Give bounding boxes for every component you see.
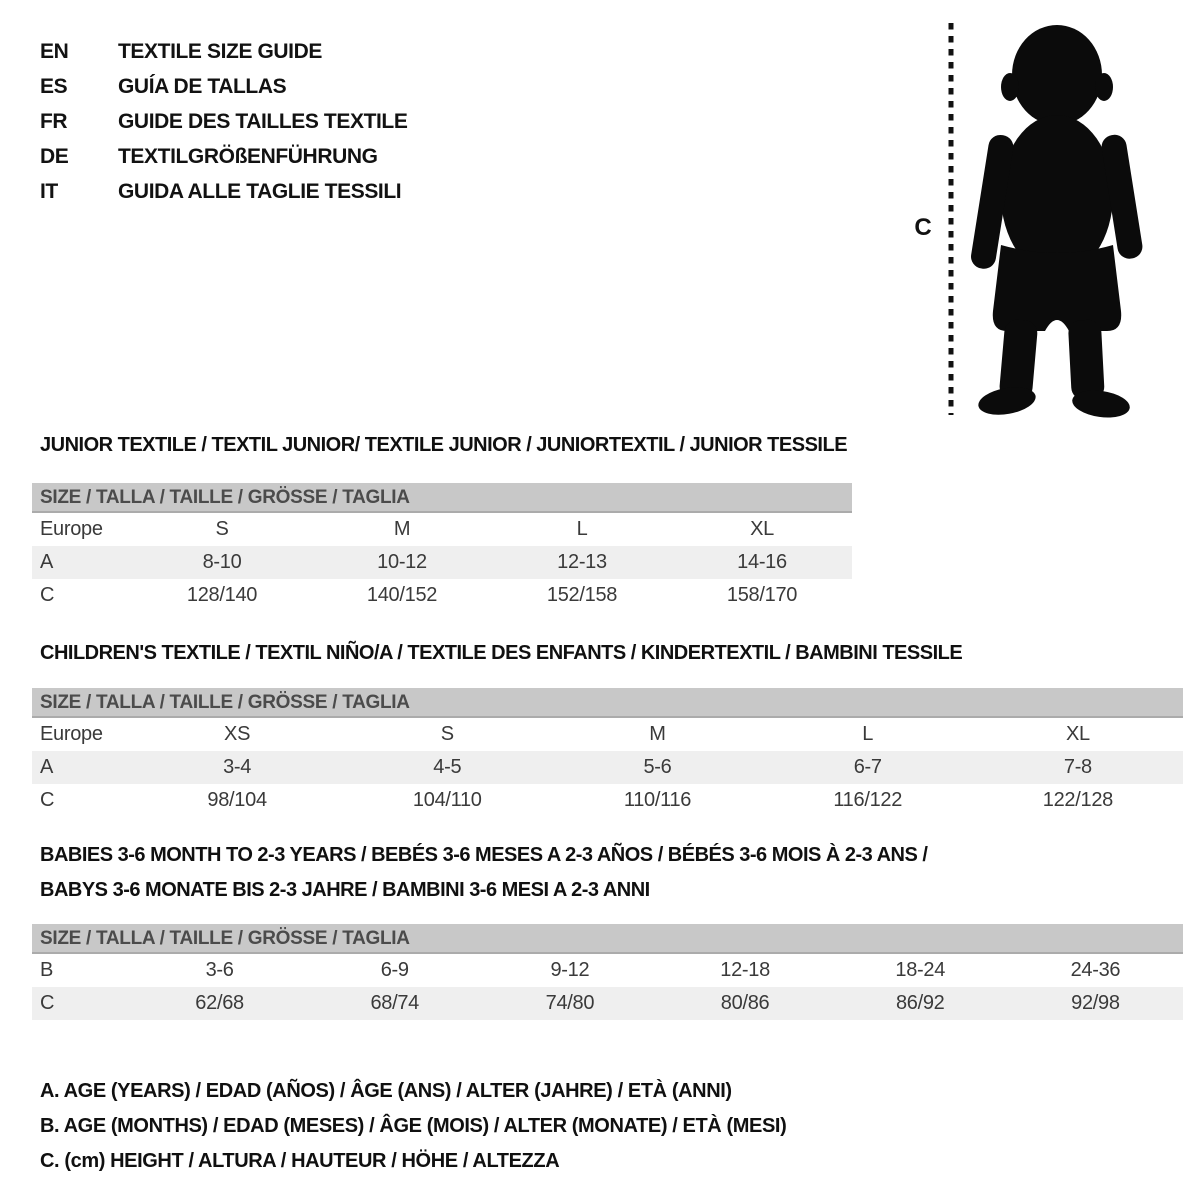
size-table-junior xyxy=(32,483,852,612)
size-cell: M xyxy=(649,723,666,745)
size-cell: 86/92 xyxy=(895,992,945,1014)
size-cell: XS xyxy=(224,723,251,745)
table-row xyxy=(32,579,852,612)
size-cell: L xyxy=(862,723,874,745)
size-header-band: SIZE / TALLA / TAILLE / GRÖSSE / TAGLIA xyxy=(32,924,1183,954)
size-cell: XL xyxy=(750,518,774,540)
size-cell: 80/86 xyxy=(720,992,770,1014)
note-age-years: A. AGE (YEARS) / EDAD (AÑOS) / ÂGE (ANS) / ALTER (JAHRE) / ETÀ (ANNI) xyxy=(40,1080,732,1102)
size-cell: 7-8 xyxy=(1063,756,1092,778)
size-cell: 110/116 xyxy=(623,789,692,811)
note-height-cm: C. (cm) HEIGHT / ALTURA / HAUTEUR / HÖHE / ALTEZZA xyxy=(40,1150,560,1172)
size-header-band: SIZE / TALLA / TAILLE / GRÖSSE / TAGLIA xyxy=(32,688,1183,718)
size-cell: 116/122 xyxy=(833,789,903,811)
table-row xyxy=(32,718,1183,751)
size-cell: 152/158 xyxy=(546,584,618,606)
size-cell: 140/152 xyxy=(366,584,438,606)
language-code: FR xyxy=(40,109,68,133)
size-cell: 98/104 xyxy=(207,789,267,811)
row-label: C xyxy=(40,992,55,1014)
table-row xyxy=(32,751,1183,784)
height-measure-label: C xyxy=(914,214,932,241)
size-cell: 5-6 xyxy=(643,756,672,778)
size-table-babies xyxy=(32,924,1183,1020)
language-row xyxy=(40,34,407,69)
row-label: A xyxy=(40,756,54,778)
size-cell: 18-24 xyxy=(895,959,946,981)
size-cell: 62/68 xyxy=(195,992,244,1014)
size-cell: 12-18 xyxy=(720,959,770,981)
language-row xyxy=(40,69,407,104)
row-label: B xyxy=(40,959,54,981)
table-row xyxy=(32,546,852,579)
table-row xyxy=(32,513,852,546)
note-age-months: B. AGE (MONTHS) / EDAD (MESES) / ÂGE (MOIS) / ALTER (MONATE) / ETÀ (MESI) xyxy=(40,1115,787,1137)
language-title: TEXTILGRÖßENFÜHRUNG xyxy=(118,144,378,168)
size-cell: 3-4 xyxy=(223,756,252,778)
size-cell: 3-6 xyxy=(205,959,234,981)
size-table-children xyxy=(32,688,1183,817)
language-code: DE xyxy=(40,144,69,168)
size-cell: L xyxy=(576,518,588,540)
language-code: EN xyxy=(40,39,69,63)
language-title: TEXTILE SIZE GUIDE xyxy=(118,39,322,63)
language-code: ES xyxy=(40,74,68,98)
size-cell: S xyxy=(215,518,229,540)
size-cell: 24-36 xyxy=(1070,959,1121,981)
size-cell: 104/110 xyxy=(412,789,482,811)
row-label: C xyxy=(40,789,55,811)
section-title-junior: JUNIOR TEXTILE / TEXTIL JUNIOR/ TEXTILE JUNIOR / JUNIORTEXTIL / JUNIOR TESSILE xyxy=(40,434,848,456)
table-row xyxy=(32,954,1183,987)
size-cell: 9-12 xyxy=(550,959,590,981)
table-row xyxy=(32,784,1183,817)
toddler-silhouette-icon xyxy=(905,15,1145,420)
section-title-children: CHILDREN'S TEXTILE / TEXTIL NIÑO/A / TEXTILE DES ENFANTS / KINDERTEXTIL / BAMBINI TESSILE xyxy=(40,642,963,664)
size-header-band: SIZE / TALLA / TAILLE / GRÖSSE / TAGLIA xyxy=(32,483,852,513)
size-cell: 10-12 xyxy=(377,551,427,573)
language-title: GUIDE DES TAILLES TEXTILE xyxy=(118,109,408,133)
row-label: C xyxy=(40,584,55,606)
row-label: Europe xyxy=(40,723,103,745)
language-list xyxy=(40,34,407,209)
size-cell: 8-10 xyxy=(202,551,242,573)
size-cell: 6-9 xyxy=(380,959,409,981)
size-cell: 122/128 xyxy=(1042,789,1113,811)
size-cell: 14-16 xyxy=(737,551,787,573)
language-row xyxy=(40,104,407,139)
legend-notes xyxy=(40,1074,786,1179)
size-cell: 12-13 xyxy=(557,551,607,573)
language-row xyxy=(40,174,407,209)
row-label: Europe xyxy=(40,518,103,540)
size-cell: 68/74 xyxy=(370,992,420,1014)
size-cell: 128/140 xyxy=(186,584,258,606)
section-title-babies-line1: BABIES 3-6 MONTH TO 2-3 YEARS / BEBÉS 3-6 MESES A 2-3 AÑOS / BÉBÉS 3-6 MOIS À 2-3 ANS / xyxy=(40,844,928,866)
size-cell: M xyxy=(393,518,411,540)
size-cell: 4-5 xyxy=(433,756,462,778)
language-title: GUIDA ALLE TAGLIE TESSILI xyxy=(118,179,402,203)
language-code: IT xyxy=(40,179,58,203)
size-cell: 74/80 xyxy=(545,992,595,1014)
toddler-figure xyxy=(905,15,1145,420)
size-cell: S xyxy=(440,723,454,745)
table-row xyxy=(32,987,1183,1020)
size-cell: 92/98 xyxy=(1071,992,1120,1014)
language-title: GUÍA DE TALLAS xyxy=(118,74,287,98)
section-title-babies-line2: BABYS 3-6 MONATE BIS 2-3 JAHRE / BAMBINI 3-6 MESI A 2-3 ANNI xyxy=(40,879,650,901)
size-cell: 6-7 xyxy=(853,756,882,778)
size-cell: 158/170 xyxy=(726,584,798,606)
size-cell: XL xyxy=(1065,723,1090,745)
language-row xyxy=(40,139,407,174)
row-label: A xyxy=(40,551,54,573)
